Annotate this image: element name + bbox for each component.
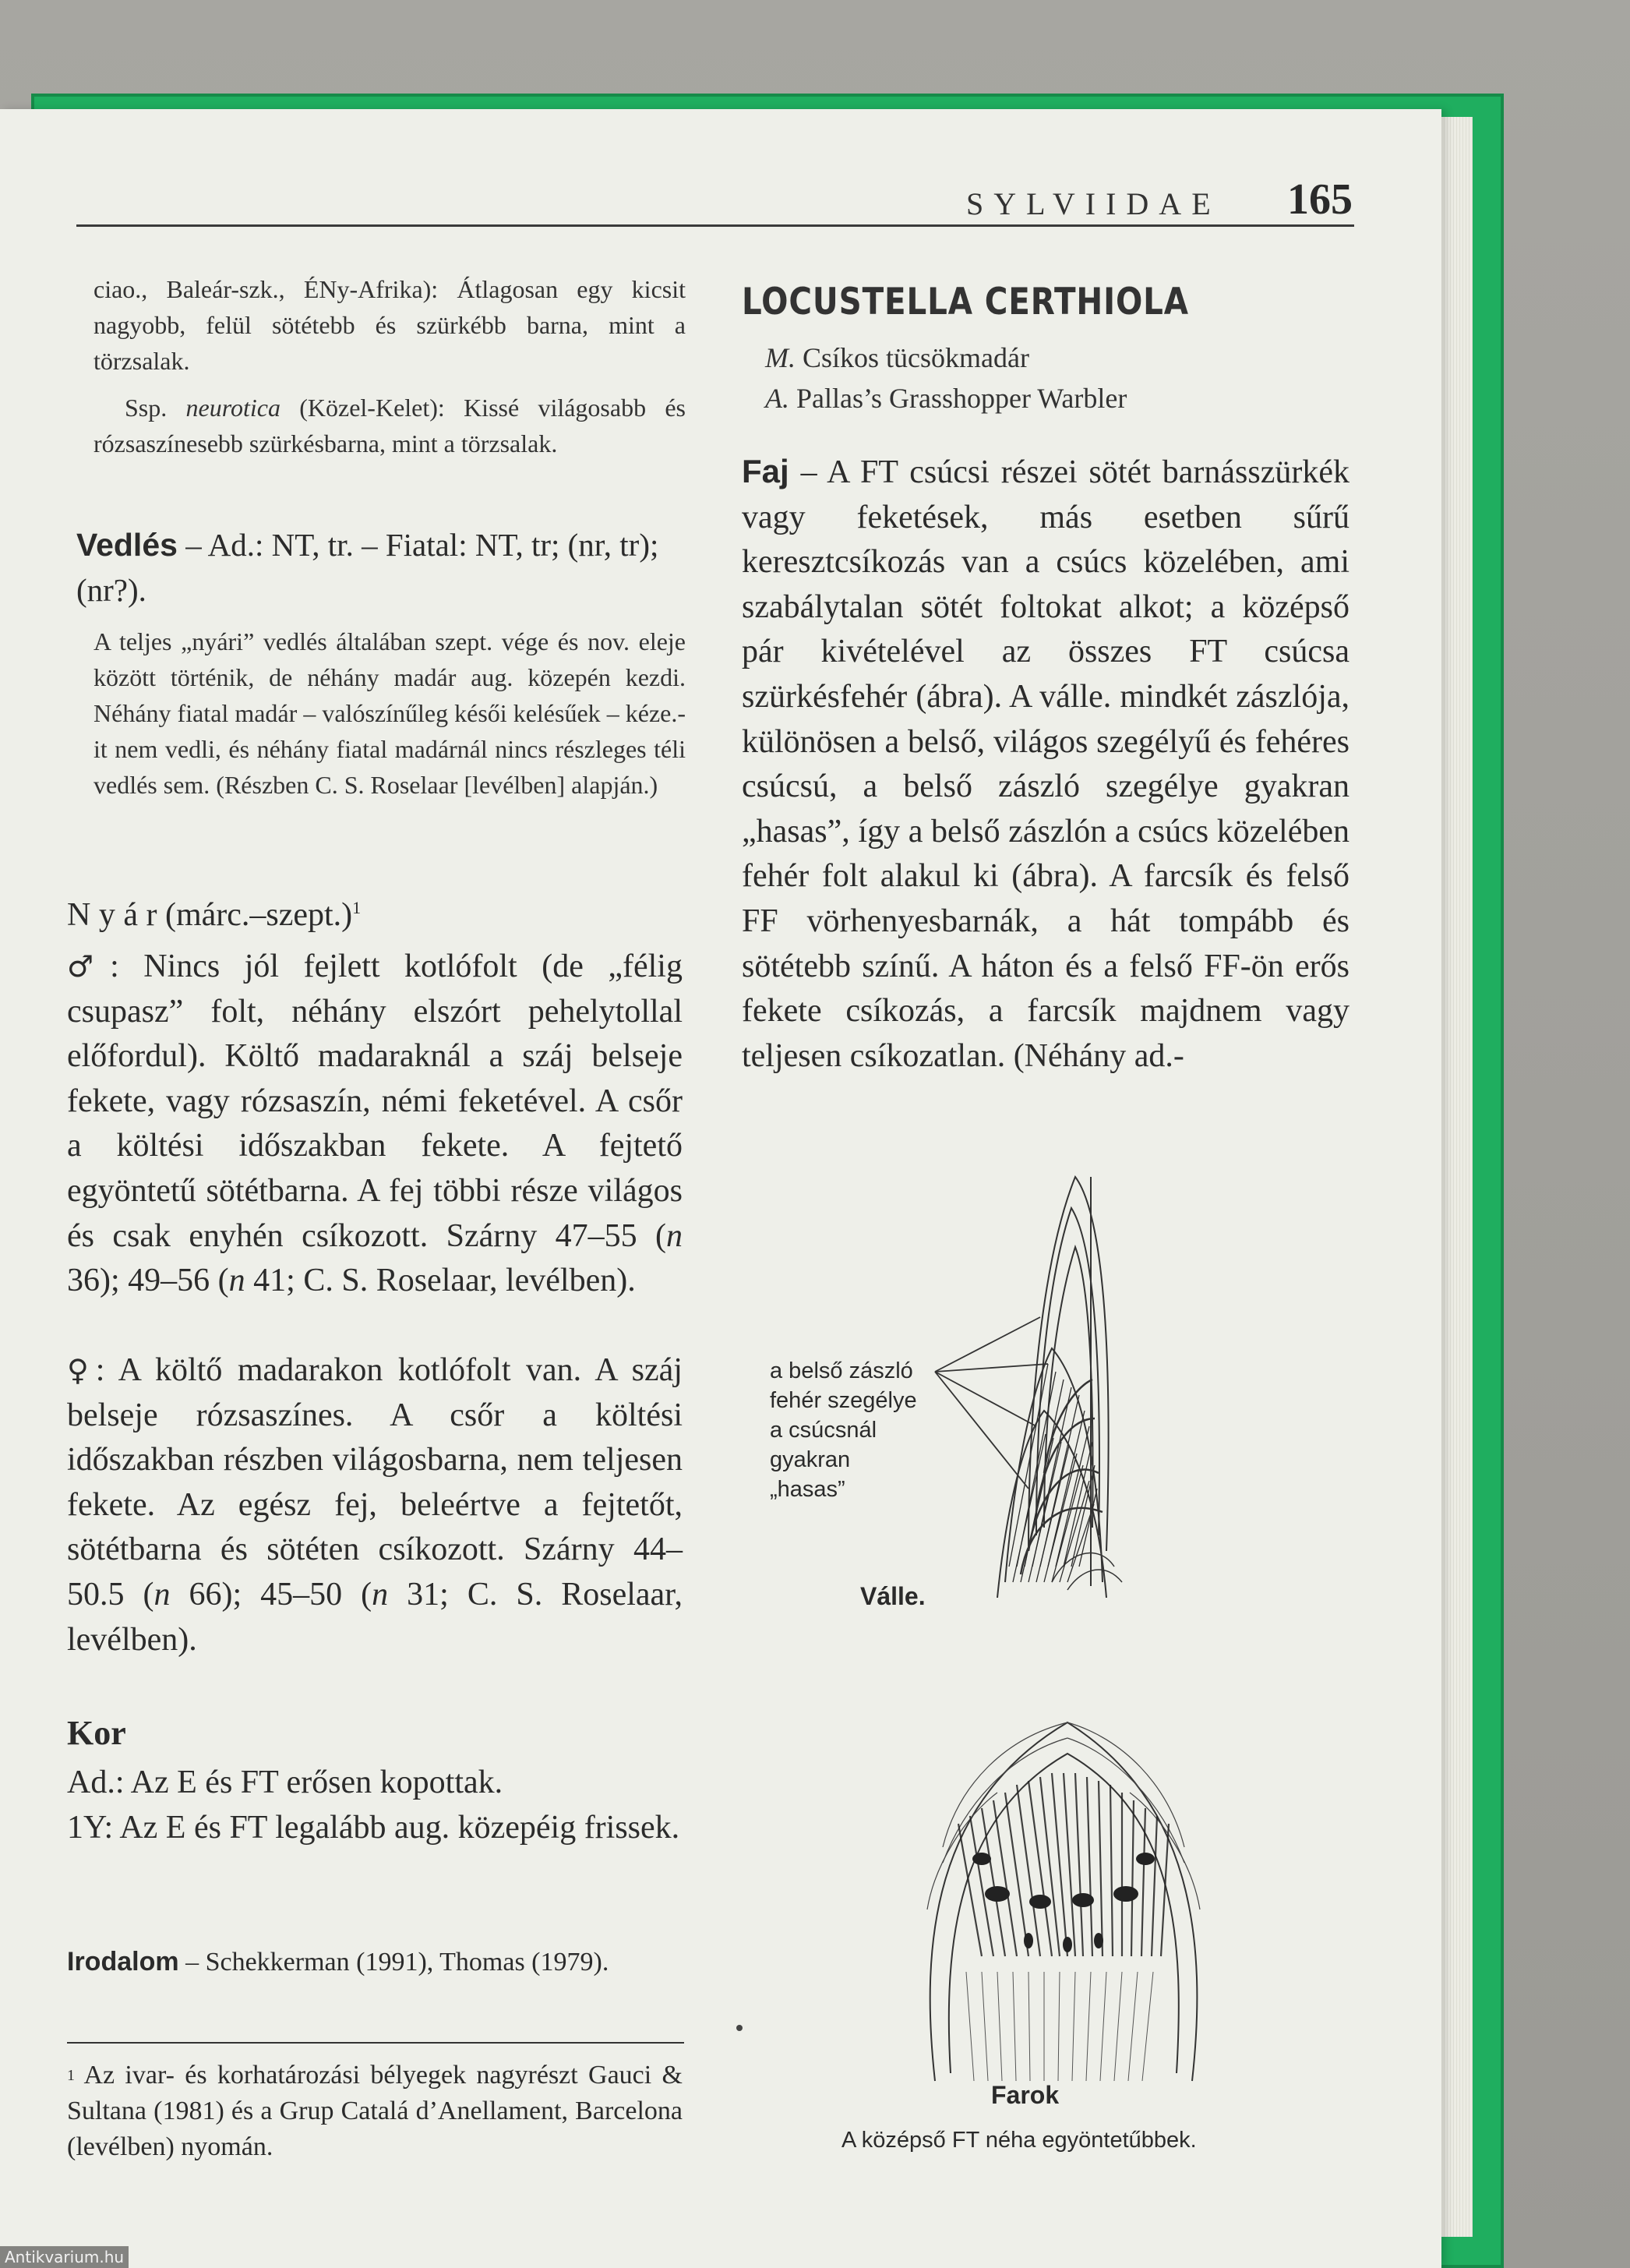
watermark: Antikvarium.hu <box>0 2246 129 2268</box>
male-text: : Nincs jól fejlett kotlófolt (de „félig csupasz” folt, néhány elszórt pehelytollal előfordul). Költő madaraknál a száj belseje fekete, vagy rózsaszín, némi feketével. A csőr a költési időszakban fekete. A fejtető egyöntetű sötétbarna. A fej többi része világos és csak enyhén csíkozott. Szárny 47–55 ( <box>67 949 683 1254</box>
species-title: LOCUSTELLA CERTHIOLA <box>742 281 1189 323</box>
subspecies-text-1: ciao., Baleár-szk., ÉNy-Afrika): Átlagosan egy kicsit nagyobb, felül sötétebb és szürkébb barna, mint a törzsalak. <box>93 275 686 375</box>
female-text-3: 31; C. S. Roselaar, levélben). <box>67 1576 683 1658</box>
annotation-line: a csúcsnál <box>770 1418 877 1443</box>
faj-text: – A FT csúcsi részei sötét barnásszürkék vagy feketések, más esetben sűrű keresztcsíkozás van a csúcs közelében, ami szabálytalan sötét foltokat alkot; a középső pár kivételével az összes FT csúcsa szürkésfehér (ábra). A válle. mindkét zászlója, különösen a belső, világos szegélyű és fehéres csúcsú, a belső zászló szegélye gyakran „hasas”, így a belső zászlón a csúcs közelében fehér folt alakul ki (ábra). A farcsík és felső FF vörhenyesbarnák, a hát tompább és sötétebb színű. A háton és a felső FF-ön erős fekete csíkozás, a farcsík majdnem vagy teljesen csíkozatlan. (Néhány ad.- <box>742 454 1350 1074</box>
valle-feather-illustration <box>912 1161 1208 1598</box>
sample-n: n <box>372 1576 389 1613</box>
nyar-heading-text: N y á r (márc.–szept.) <box>67 897 353 933</box>
footnote-rule <box>67 2042 684 2044</box>
kor-adult: Ad.: Az E és FT erősen kopottak. <box>67 1765 503 1800</box>
ssp-prefix: Ssp. <box>125 394 186 422</box>
annotation-line: gyakran <box>770 1447 851 1472</box>
male-text-3: 41; C. S. Roselaar, levélben). <box>245 1263 636 1299</box>
name-hungarian <box>765 341 1029 374</box>
annotation-line: fehér szegélye <box>770 1388 917 1413</box>
faj-label: Faj <box>742 453 789 489</box>
irodalom-label: Irodalom <box>67 1947 179 1977</box>
name-a-text: Pallas’s Grasshopper Warbler <box>789 383 1127 414</box>
lang-m: M. <box>765 342 796 373</box>
farok-caption: Farok <box>991 2081 1060 2109</box>
lang-a: A. <box>765 383 789 414</box>
subspecies-text-2 <box>93 390 686 461</box>
sample-n: n <box>666 1217 683 1254</box>
valle-annotation <box>770 1356 917 1504</box>
name-english <box>765 382 1127 415</box>
vedles-detail-text: A teljes „nyári” vedlés általában szept. vége és nov. eleje között történik, de néhány madár aug. közepén kezdi. Néhány fiatal madár – valószínűleg késői kelésűek – kéze.-it nem vedli, és néhány fiatal madárnál nincs részleges téli vedlés sem. (Részben C. S. Roselaar [levélben] alapján.) <box>93 627 686 799</box>
print-mark <box>736 2025 743 2031</box>
female-description <box>67 1348 683 1662</box>
male-text-2: 36); 49–56 ( <box>67 1263 229 1299</box>
sample-n: n <box>153 1576 171 1613</box>
running-head: SYLVIIDAE <box>966 186 1221 221</box>
female-text: : A költő madarakon kotlófolt van. A száj belseje rózsaszínes. A csőr a költési időszakban részben világosbarna, nem teljesen fekete. Az egész fej, beleértve a fejtetőt, sötétbarna és sötéten csíkozott. Szárny 44–50.5 ( <box>67 1352 683 1613</box>
irodalom <box>67 1947 609 1977</box>
vedles-summary: – Ad.: NT, tr. – Fiatal: NT, tr; (nr, tr); (nr?). <box>76 527 659 608</box>
annotation-line: „hasas” <box>770 1477 845 1502</box>
female-symbol-icon: ♀ <box>67 1353 96 1387</box>
footnote-ref: 1 <box>352 898 362 917</box>
annotation-line: a belső zászló <box>770 1358 913 1383</box>
kor-first-year: 1Y: Az E és FT legalább aug. közepéig frissek. <box>67 1810 680 1846</box>
vedles-detail <box>93 624 686 803</box>
farok-subcaption: A középső FT néha egyöntetűbbek. <box>841 2128 1197 2153</box>
male-description <box>67 945 683 1304</box>
nyar-heading <box>67 896 361 934</box>
sample-n: n <box>228 1263 245 1299</box>
subspecies-paragraph-2 <box>93 390 686 461</box>
footnote-text: Az ivar- és korhatározási bélyegek nagyrészt Gauci & Sultana (1981) és a Grup Catalá d’Anellament, Barcelona (levélben) nyomán. <box>67 2061 683 2161</box>
ssp-name: neurotica <box>185 394 280 422</box>
footnote-mark: 1 <box>67 2067 75 2084</box>
kor-heading: Kor <box>67 1714 126 1752</box>
female-text-2: 66); 45–50 ( <box>170 1576 372 1613</box>
vedles-section <box>76 522 692 613</box>
tail-feather-illustration <box>888 1707 1239 2097</box>
footnote <box>67 2058 683 2165</box>
ssp-description: (Közel-Kelet): Kissé világosabb és rózsaszínesebb szürkésbarna, mint a törzsalak. <box>93 394 686 457</box>
faj-description <box>742 449 1350 1079</box>
male-symbol-icon: ♂ <box>67 949 111 984</box>
vedles-label: Vedlés <box>76 527 178 563</box>
valle-caption: Válle. <box>860 1582 926 1610</box>
header-rule <box>76 224 1354 227</box>
name-m-text: Csíkos tücsökmadár <box>796 342 1029 373</box>
subspecies-paragraph-1 <box>93 271 686 379</box>
page-number: 165 <box>1287 175 1353 224</box>
irodalom-text: – Schekkerman (1991), Thomas (1979). <box>178 1948 609 1977</box>
